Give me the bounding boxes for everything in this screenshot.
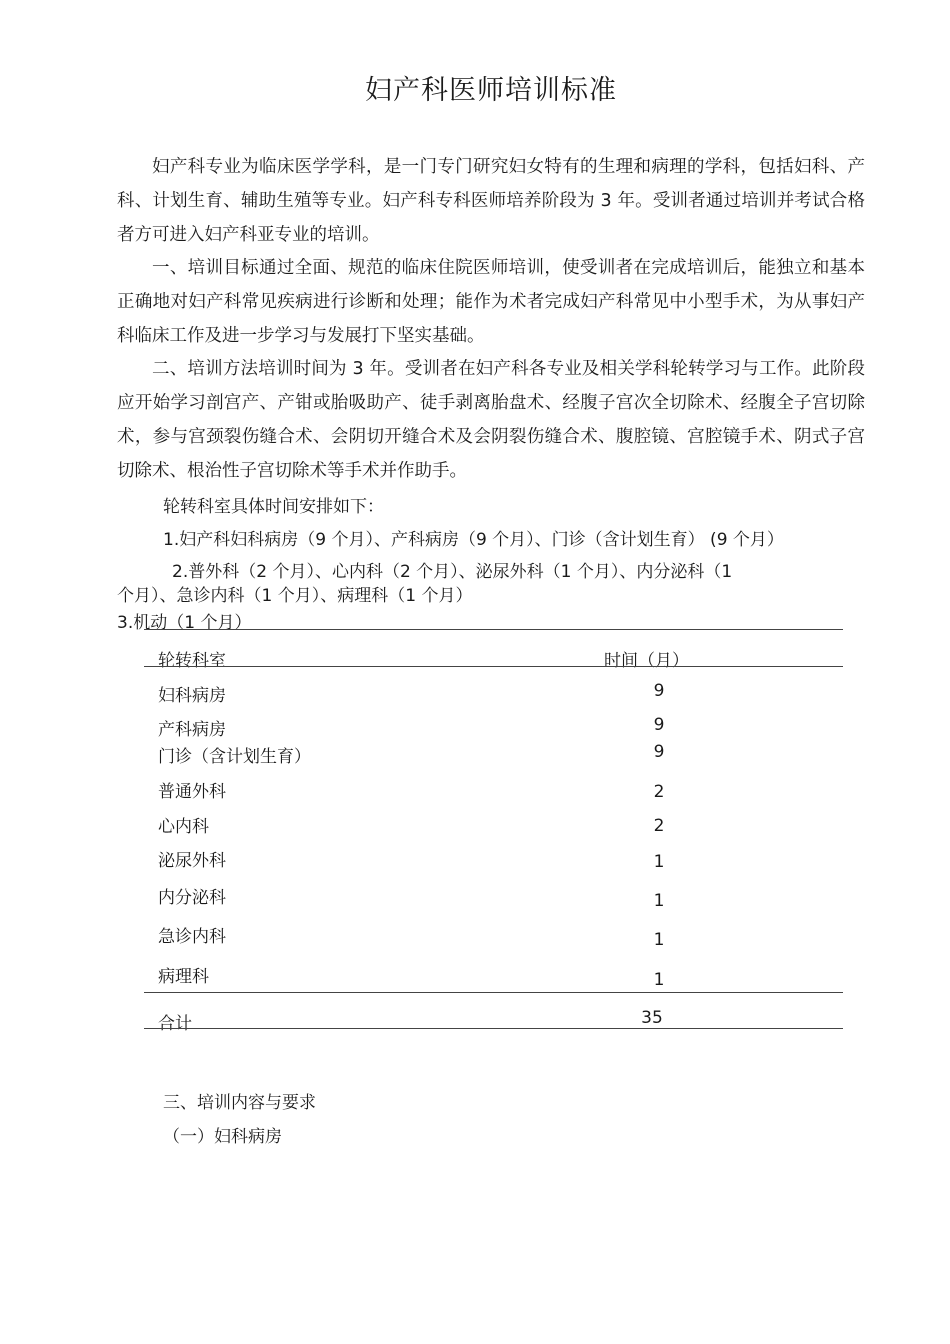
- table-row-months: 2: [653, 782, 665, 802]
- section-content-heading: 三、培训内容与要求: [163, 1093, 316, 1113]
- rotation-intro: 轮转科室具体时间安排如下：: [163, 497, 384, 517]
- table-bottom-rule: [144, 1028, 843, 1029]
- table-header-rule: [144, 666, 843, 667]
- section-training-method: 二、培训方法培训时间为 3 年。受训者在妇产科各专业及相关学科轮转学习与工作。此阶段应开始学习剖宫产、产钳或胎吸助产、徒手剥离胎盘术、经腹子宫次全切除术、经腹全子宫切除术，参与宫颈裂伤缝合术、会阴切开缝合术及会阴裂伤缝合术、腹腔镜、宫腔镜手术、阴式子宫切除术、根治性子宫切除术等手术并作助手。: [117, 359, 865, 481]
- rotation-item-1: 1.妇产科妇科病房（9 个月）、产科病房（9 个月）、门诊（含计划生育） (9 个月）: [163, 530, 784, 550]
- table-row-months: 1: [653, 930, 665, 950]
- table-row-months: 9: [653, 742, 665, 762]
- table-row-dept: 病理科: [158, 967, 209, 987]
- table-header-dept: 轮转科室: [158, 651, 226, 671]
- section-training-goal: 一、培训目标通过全面、规范的临床住院医师培训，使受训者在完成培训后，能独立和基本正确地对妇产科常见疾病进行诊断和处理；能作为术者完成妇产科常见中小型手术，为从事妇产科临床工作及进一步学习与发展打下坚实基础。: [117, 258, 865, 346]
- subsection-gyn-ward: （一）妇科病房: [163, 1127, 282, 1147]
- table-row-months: 9: [653, 681, 665, 701]
- table-row-months: 1: [653, 852, 665, 872]
- table-row-dept: 妇科病房: [158, 686, 226, 706]
- table-total-rule: [144, 992, 843, 993]
- rotation-item-2-cont: 个月）、急诊内科（1 个月）、病理科（1 个月）: [117, 586, 473, 606]
- table-row-dept: 产科病房: [158, 720, 226, 740]
- page-title: 妇产科医师培训标准: [365, 75, 617, 106]
- table-header-months: 时间（月）: [604, 651, 689, 671]
- table-top-rule: [144, 629, 843, 630]
- rotation-item-2: 2.普外科（2 个月）、心内科（2 个月）、泌尿外科（1 个月）、内分泌科（1: [172, 562, 733, 582]
- table-row-months: 2: [653, 816, 665, 836]
- table-row-dept: 内分泌科: [158, 888, 226, 908]
- table-total-label: 合计: [158, 1014, 192, 1034]
- table-row-dept: 普通外科: [158, 782, 226, 802]
- table-row-months: 1: [653, 891, 665, 911]
- rotation-item-3: 3.机动（1 个月）: [117, 613, 252, 633]
- table-row-dept: 心内科: [158, 817, 209, 837]
- table-total-value: 35: [641, 1008, 663, 1028]
- table-row-dept: 急诊内科: [158, 927, 226, 947]
- table-row-dept: 门诊（含计划生育）: [158, 747, 311, 767]
- table-row-dept: 泌尿外科: [158, 851, 226, 871]
- intro-paragraph: 妇产科专业为临床医学学科，是一门专门研究妇女特有的生理和病理的学科，包括妇科、产科、计划生育、辅助生殖等专业。妇产科专科医师培养阶段为 3 年。受训者通过培训并考试合格者方可进入妇产科亚专业的培训。: [117, 157, 865, 245]
- table-row-months: 9: [653, 715, 665, 735]
- table-row-months: 1: [653, 970, 665, 990]
